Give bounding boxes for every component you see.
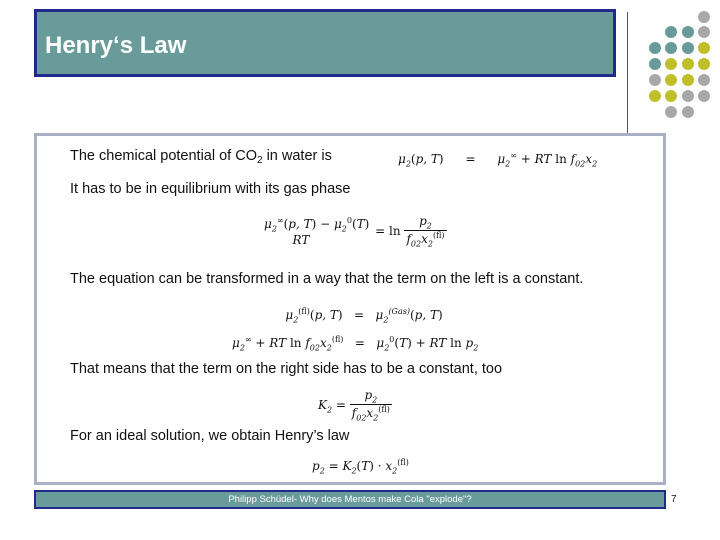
- dot: [682, 42, 694, 54]
- dot: [682, 26, 694, 38]
- dot-row-5: [649, 74, 710, 86]
- footer-bar: [34, 490, 666, 509]
- dot: [698, 90, 710, 102]
- dot-row-6: [649, 90, 710, 102]
- dot-row-7: [665, 106, 694, 118]
- dot: [698, 58, 710, 70]
- dot: [682, 106, 694, 118]
- dot: [665, 90, 677, 102]
- dot: [682, 74, 694, 86]
- dot: [698, 26, 710, 38]
- dot: [665, 74, 677, 86]
- dot: [649, 74, 661, 86]
- dot: [665, 58, 677, 70]
- dot: [682, 58, 694, 70]
- text-line-transform: The equation can be transformed in a way that the term on the left is a constant.: [70, 271, 584, 287]
- equation-henrys-law: $p_2 = K_2(T) \cdot x_2^{(fl)}$: [312, 458, 409, 476]
- text-line-chemical-potential: The chemical potential of $CO_2$ in water is: [70, 148, 332, 166]
- dot-row-1: [698, 11, 710, 23]
- dot: [649, 58, 661, 70]
- dot: [698, 74, 710, 86]
- page-number: 7: [671, 494, 677, 505]
- footer-text: Philipp Schüdel- Why does Mentos make Cola "explode"?: [228, 494, 472, 505]
- dot: [665, 26, 677, 38]
- dot-row-4: [649, 58, 710, 70]
- dot-row-3: [649, 42, 710, 54]
- text-line-ideal-solution: For an ideal solution, we obtain Henry’s law: [70, 428, 350, 444]
- dot: [682, 90, 694, 102]
- dot: [698, 42, 710, 54]
- dot: [665, 42, 677, 54]
- equation-equilibrium: $\mu_2^\infty(p$, $T) - \mu_2^0(T)$ RT = ln $\frac{p_2}{f_{02}x_2^{(fl)}}$: [262, 214, 445, 249]
- dot: [698, 11, 710, 23]
- text-line-constant: That means that the term on the right side has to be a constant, too: [70, 361, 503, 377]
- slide-title: Henry‘s Law: [45, 32, 187, 59]
- title-divider-line: [627, 12, 628, 134]
- dot: [649, 42, 661, 54]
- text-line-equilibrium: It has to be in equilibrium with its gas phase: [70, 181, 351, 197]
- equation-chemical-potential: $\mu_2(p$, $T) = \mu_2^\infty$ + RT $\ln f_{02}x_2$: [398, 151, 598, 169]
- dot: [665, 106, 677, 118]
- dot-row-2: [665, 26, 710, 38]
- equation-transformed: $\mu_2^{(fl)}(p$, T) = $\mu_2^{(Gas)}(p$, T) $\mu_2^\infty$ + RT $\ln f_{02}x_2^{(fl)}$ = $\mu_2^0(T)$ + RT $\ln p_2$: [232, 307, 479, 353]
- title-bar: [34, 9, 616, 77]
- dot: [649, 90, 661, 102]
- equation-henry-constant: $K_2$ = $\frac{p_2}{f_{02}x_2^{(fl)}}$: [318, 388, 390, 423]
